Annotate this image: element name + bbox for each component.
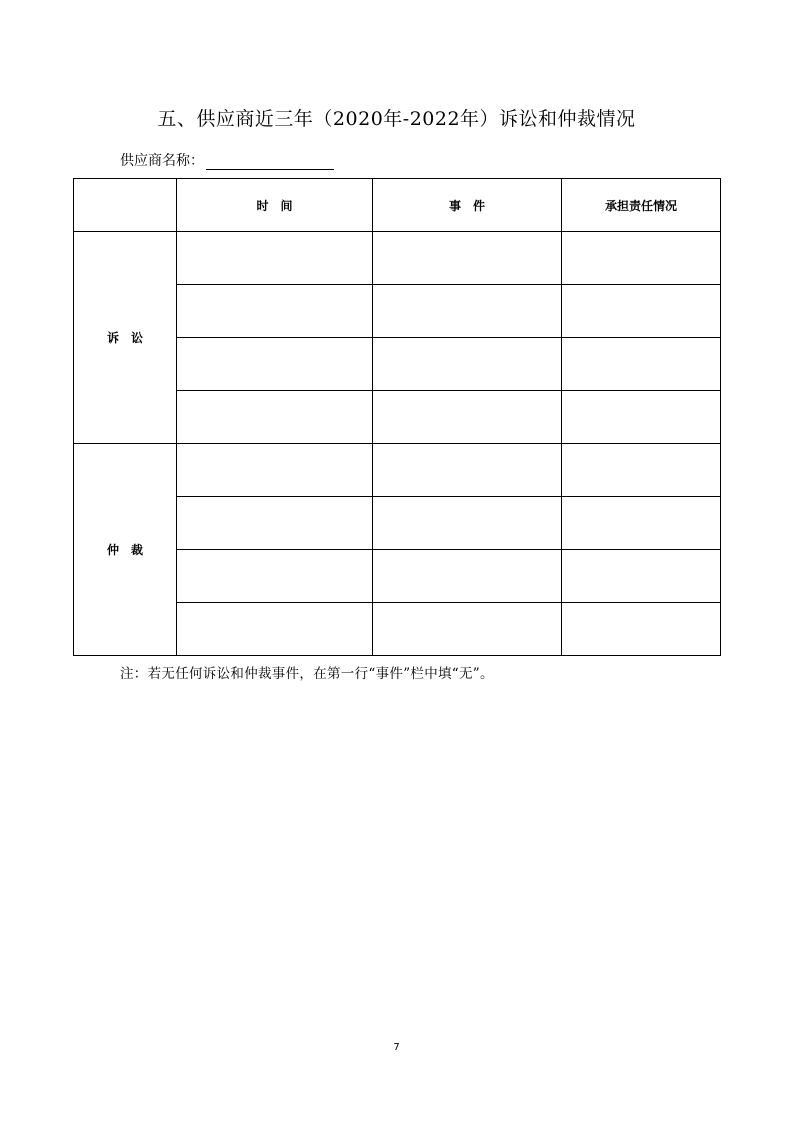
table-cell	[373, 603, 562, 656]
table-cell	[373, 550, 562, 603]
table-row	[74, 232, 721, 285]
header-event: 事 件	[373, 179, 562, 232]
table-cell	[562, 285, 721, 338]
table-cell	[177, 232, 373, 285]
header-blank-cell	[74, 179, 177, 232]
table-cell	[373, 338, 562, 391]
table-cell	[562, 444, 721, 497]
table-cell	[177, 603, 373, 656]
table-cell	[177, 497, 373, 550]
supplier-name-blank	[206, 153, 334, 170]
table-header-row	[74, 179, 721, 232]
header-responsibility: 承担责任情况	[562, 179, 721, 232]
supplier-name-label: 供应商名称：	[120, 153, 204, 169]
table-cell	[562, 338, 721, 391]
page-number: 7	[393, 1042, 400, 1053]
table-row	[74, 444, 721, 497]
header-time: 时 间	[177, 179, 373, 232]
footnote: 注：若无任何诉讼和仲裁事件，在第一行“事件”栏中填“无”。	[120, 666, 494, 682]
litigation-arbitration-table	[73, 178, 721, 656]
table-cell	[373, 444, 562, 497]
table-cell	[562, 232, 721, 285]
table-cell	[373, 391, 562, 444]
table-cell	[177, 338, 373, 391]
table-cell	[373, 497, 562, 550]
supplier-name-line	[120, 150, 334, 170]
table-cell	[562, 550, 721, 603]
table-cell	[373, 285, 562, 338]
section-label-litigation: 诉 讼	[74, 232, 177, 444]
table-cell	[562, 391, 721, 444]
table-cell	[177, 444, 373, 497]
table-cell	[562, 603, 721, 656]
page-title: 五、供应商近三年（2020年-2022年）诉讼和仲裁情况	[157, 108, 636, 130]
table-cell	[562, 497, 721, 550]
table-cell	[373, 232, 562, 285]
section-label-arbitration: 仲 裁	[74, 444, 177, 656]
table-cell	[177, 391, 373, 444]
table-cell	[177, 285, 373, 338]
table-cell	[177, 550, 373, 603]
